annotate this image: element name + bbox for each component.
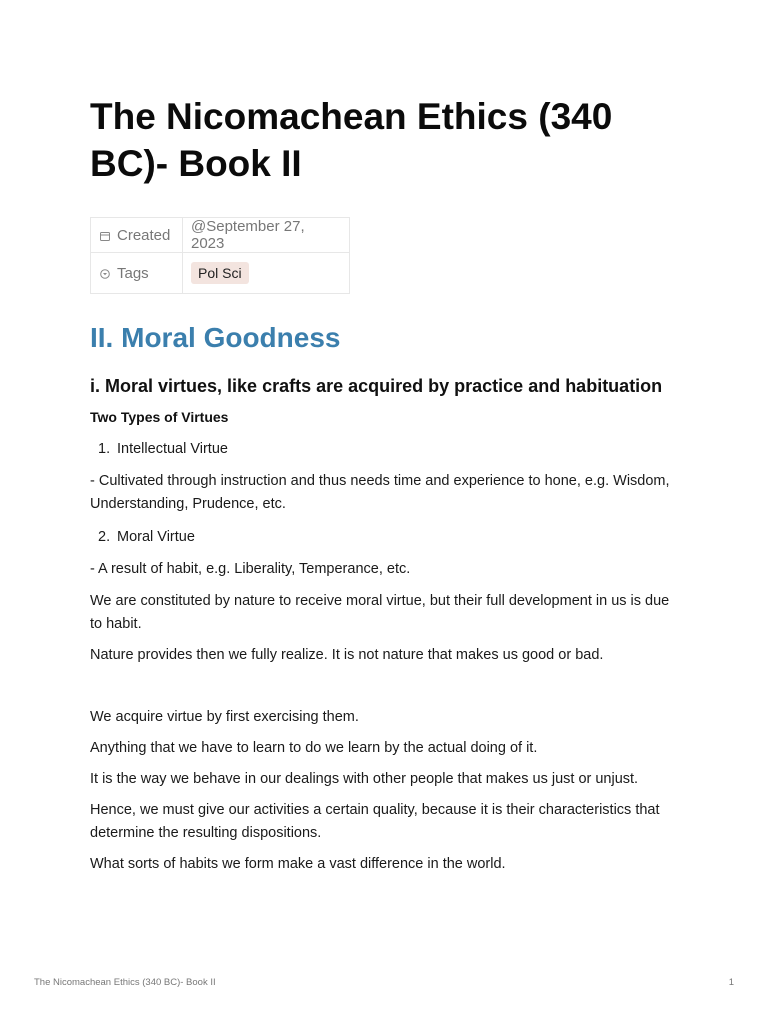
paragraph: Hence, we must give our activities a certain quality, because it is their characteristics that determine the resulting dispositions. <box>90 802 660 841</box>
page-number: 1 <box>728 977 734 988</box>
paragraph: - A result of habit, e.g. Liberality, Temperance, etc. <box>90 561 411 577</box>
properties-table <box>90 217 350 294</box>
list-item <box>98 439 228 459</box>
property-key-created <box>91 218 183 253</box>
property-key-tags <box>91 253 183 294</box>
paragraph: - Cultivated through instruction and thus needs time and experience to hone, e.g. Wisdom, Understanding, Prudence, etc. <box>90 473 670 512</box>
property-row-tags <box>91 253 350 294</box>
paragraph: We are constituted by nature to receive moral virtue, but their full development in us is due to habit. <box>90 593 670 632</box>
page-title: The Nicomachean Ethics (340 BC)- Book II <box>90 96 613 184</box>
paragraph: Anything that we have to learn to do we learn by the actual doing of it. <box>90 740 538 756</box>
tags-label: Tags <box>117 264 149 282</box>
paragraph: We acquire virtue by first exercising them. <box>90 709 359 725</box>
list-text: Moral Virtue <box>117 529 195 545</box>
property-row-created <box>91 218 350 253</box>
paragraph: It is the way we behave in our dealings with other people that makes us just or unjust. <box>90 771 639 787</box>
paragraph: Nature provides then we fully realize. It is not nature that makes us good or bad. <box>90 647 604 663</box>
section-heading: II. Moral Goodness <box>90 322 341 353</box>
footer-title: The Nicomachean Ethics (340 BC)- Book II <box>34 977 216 988</box>
created-value: @September 27, 2023 <box>183 218 350 253</box>
tags-value <box>183 253 350 294</box>
created-label: Created <box>117 226 171 244</box>
list-number: 1. <box>98 441 111 457</box>
list-text: Intellectual Virtue <box>117 441 228 457</box>
calendar-icon <box>100 231 110 241</box>
paragraph: What sorts of habits we form make a vast difference in the world. <box>90 856 506 872</box>
tags-icon <box>100 269 110 279</box>
subsection-heading: i. Moral virtues, like crafts are acquired by practice and habituation <box>90 376 663 396</box>
list-item <box>98 527 195 547</box>
tag-badge[interactable]: Pol Sci <box>191 262 249 284</box>
bold-subheading: Two Types of Virtues <box>90 409 229 425</box>
list-number: 2. <box>98 529 111 545</box>
